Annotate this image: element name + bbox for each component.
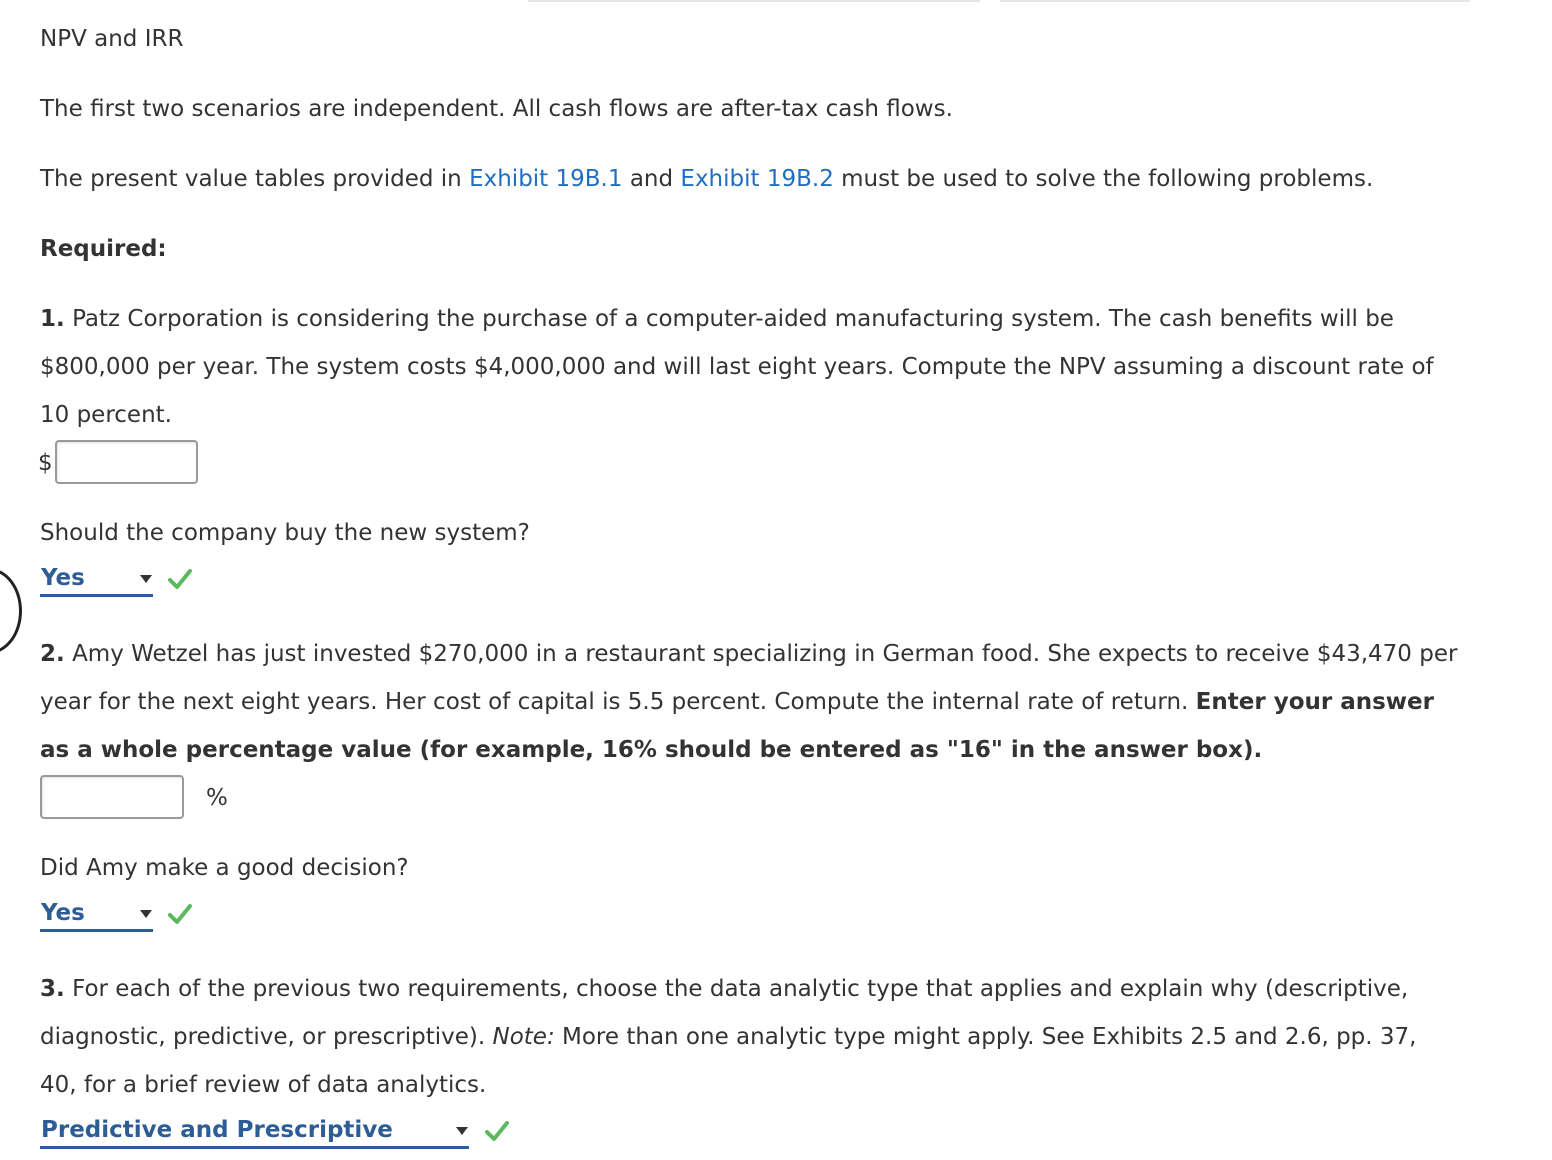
- q3-text-2-after: More than one analytic type might apply. See Exhibits 2.5 and 2.6, pp. 37,: [562, 1024, 1417, 1050]
- irr-percent-suffix: %: [206, 785, 228, 811]
- page-title: NPV and IRR: [40, 26, 184, 52]
- required-label: Required:: [40, 236, 167, 262]
- q1-line-3: 10 percent.: [40, 402, 172, 428]
- q2-instruction-start: Enter your answer: [1195, 689, 1434, 715]
- q2-decision-select-value: Yes: [41, 900, 85, 926]
- q1-line-2: $800,000 per year. The system costs $4,000,000 and will last eight years. Compute the NPV assuming a discount rate of: [40, 354, 1434, 380]
- q3-line-3: 40, for a brief review of data analytics.: [40, 1072, 487, 1098]
- q3-analytic-type-select[interactable]: [40, 1118, 469, 1149]
- chevron-down-icon: [456, 1127, 468, 1135]
- q3-line-1: [40, 974, 1408, 1004]
- q3-number: 3.: [40, 976, 65, 1002]
- page-edge-arc: [0, 568, 22, 654]
- q1-line-1: [40, 304, 1394, 334]
- npv-input[interactable]: [55, 440, 198, 484]
- check-icon: [167, 566, 193, 592]
- q2-number: 2.: [40, 641, 65, 667]
- tables-note-before: The present value tables provided in: [40, 166, 462, 192]
- q1-text-1: Patz Corporation is considering the purchase of a computer-aided manufacturing system. The cash benefits will be: [72, 306, 1394, 332]
- q2-line-1: [40, 639, 1457, 669]
- q2-decision-select[interactable]: [40, 901, 153, 932]
- q1-number: 1.: [40, 306, 65, 332]
- chevron-down-icon: [140, 575, 152, 583]
- q2-text-2: year for the next eight years. Her cost of capital is 5.5 percent. Compute the internal rate of return.: [40, 689, 1189, 715]
- q3-text-1: For each of the previous two requirements, choose the data analytic type that applies and explain why (descriptive,: [72, 976, 1409, 1002]
- check-icon: [167, 901, 193, 927]
- check-icon: [484, 1118, 510, 1144]
- exhibit-19b2-link[interactable]: Exhibit 19B.2: [680, 166, 834, 192]
- top-divider-left: [528, 0, 980, 2]
- q3-analytic-type-select-value: Predictive and Prescriptive: [41, 1117, 393, 1143]
- q3-text-2-before: diagnostic, predictive, or prescriptive).: [40, 1024, 486, 1050]
- q1-followup: Should the company buy the new system?: [40, 520, 530, 546]
- chevron-down-icon: [140, 910, 152, 918]
- tables-note-middle: and: [629, 166, 674, 192]
- q3-line-2: [40, 1022, 1417, 1052]
- tables-note-after: must be used to solve the following problems.: [841, 166, 1374, 192]
- exhibit-19b1-link[interactable]: Exhibit 19B.1: [469, 166, 623, 192]
- tables-note: [40, 164, 1373, 194]
- intro-text: The first two scenarios are independent. All cash flows are after-tax cash flows.: [40, 96, 953, 122]
- q3-note-label: Note:: [492, 1024, 555, 1050]
- q2-text-1: Amy Wetzel has just invested $270,000 in a restaurant specializing in German food. She expects to receive $43,470 per: [72, 641, 1458, 667]
- top-divider-right: [1000, 0, 1470, 2]
- q2-line-2: [40, 687, 1434, 717]
- q2-followup: Did Amy make a good decision?: [40, 855, 409, 881]
- npv-currency-prefix: $: [38, 450, 53, 476]
- q2-instruction-end: as a whole percentage value (for example, 16% should be entered as "16" in the answer box).: [40, 737, 1263, 763]
- q1-buy-select-value: Yes: [41, 565, 85, 591]
- irr-input[interactable]: [40, 775, 184, 819]
- q1-buy-select[interactable]: [40, 566, 153, 597]
